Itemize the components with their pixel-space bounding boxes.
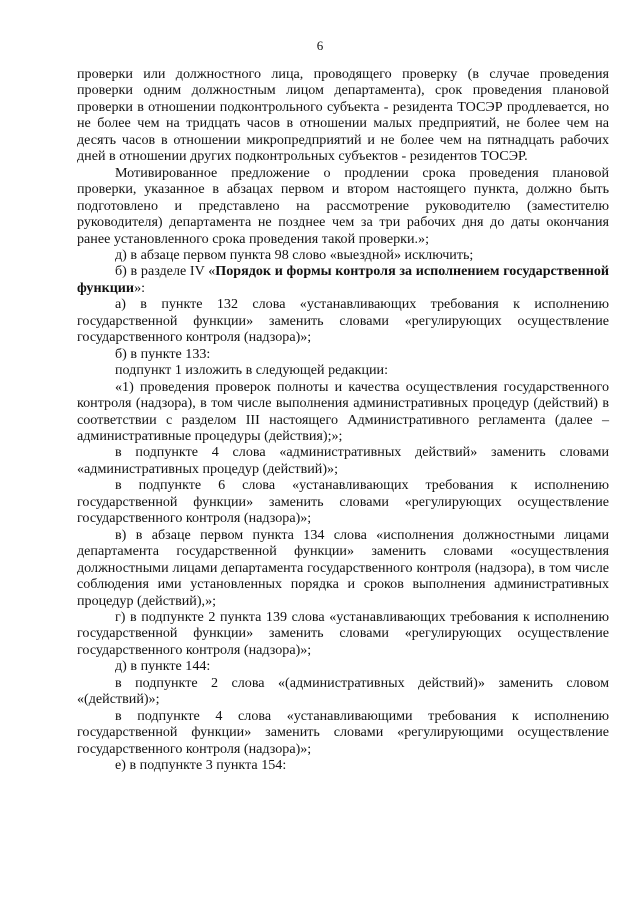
paragraph-prefix: б) в разделе IV «: [115, 263, 216, 280]
paragraph: в подпункте 4 слова «устанавливающими требования к исполнению государственной функции» заменить словами «регулирующими осуществление государственного контроля (надзора)»;: [77, 707, 609, 757]
paragraph: «1) проведения проверок полноты и качества осуществления государственного контроля (надзора), в том числе выполнения административных процедур (действий) в соответствии с разделом III настоящего Административного регламента (далее – административные процедуры (действия);»;: [77, 378, 609, 444]
paragraph: д) в абзаце первом пункта 98 слово «выездной» исключить;: [115, 246, 474, 263]
paragraph-continuation: проверки или должностного лица, проводящего проверку (в случае проведения проверки одним должностным лицом департамента), срок проведения плановой проверки в отношении подконтрольного субъекта - резидента ТОСЭР продлевается, но не более чем на тридцать часов в отношении малых предприятий, не более чем на десять часов в отношении микропредприятий и не более чем на пятнадцать рабочих дней в отношении других подконтрольных субъектов - резидентов ТОСЭР.: [77, 66, 609, 165]
section-title-bold: Порядок и формы контроля за исполнением государственной функции: [77, 263, 609, 296]
paragraph: в подпункте 2 слова «(административных действий)» заменить словом «(действий)»;: [77, 674, 609, 708]
paragraph-section-heading: [77, 263, 609, 296]
paragraph: а) в пункте 132 слова «устанавливающих требования к исполнению государственной функции» заменить словами «регулирующих осуществление государственного контроля (надзора)»;: [77, 296, 609, 346]
paragraph: е) в подпункте 3 пункта 154:: [115, 757, 287, 774]
paragraph: г) в подпункте 2 пункта 139 слова «устанавливающих требования к исполнению государственной функции» заменить словами «регулирующих осуществление государственного контроля (надзора)»;: [77, 608, 609, 658]
paragraph: в подпункте 4 слова «административных действий» заменить словами «административных процедур (действий)»;: [77, 444, 609, 477]
paragraph: д) в пункте 144:: [115, 658, 211, 675]
document-body: [77, 66, 609, 773]
paragraph: в) в абзаце первом пункта 134 слова «исполнения должностными лицами департамента государственной функции» заменить словами «осуществления должностными лицами департамента государственного контроля (надзора), в том числе соблюдения ими установленных порядка и сроков выполнения административных процедур (действий),»;: [77, 526, 609, 609]
paragraph: б) в пункте 133:: [115, 345, 211, 362]
paragraph: в подпункте 6 слова «устанавливающих требования к исполнению государственной функции» заменить словами «регулирующих осуществление государственного контроля (надзора)»;: [77, 477, 609, 527]
paragraph-suffix: »:: [134, 279, 146, 296]
paragraph: Мотивированное предложение о продлении срока проведения плановой проверки, указанное в абзацах первом и втором настоящего пункта, должно быть подготовлено и представлено на рассмотрение руководителю (заместителю руководителя) департамента не позднее чем за три рабочих дня до даты окончания ранее установленного срока проведения такой проверки.»;: [77, 164, 609, 247]
page-number: 6: [316, 38, 324, 53]
paragraph: подпункт 1 изложить в следующей редакции:: [115, 362, 389, 379]
